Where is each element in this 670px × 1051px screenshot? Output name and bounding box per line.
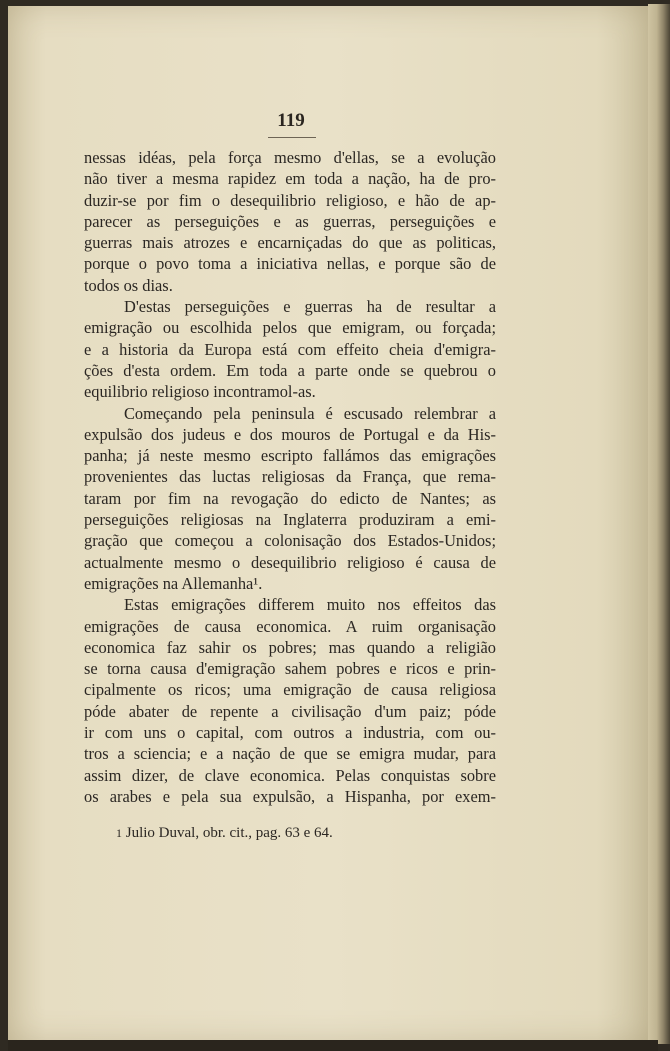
text-line: Estas emigrações differem muito nos effeitos das	[124, 595, 496, 615]
text-line: ir com uns o capital, com outros a industria, com ou-	[84, 723, 496, 743]
text-line: emigrações de causa economica. A ruim organisação	[84, 616, 496, 636]
footnote-text: Julio Duval, obr. cit., pag. 63 e 64.	[122, 825, 333, 841]
page-number-rule	[268, 137, 316, 138]
text-line: parecer as perseguições e as guerras, perseguições e	[84, 211, 496, 231]
page-number: 119	[277, 110, 305, 131]
text-line: tros a sciencia; e a nação de que se emigra mudar, para	[84, 744, 496, 764]
text-line: gração que começou a colonisação dos Estados-Unidos;	[84, 531, 496, 551]
text-line: ções d'esta ordem. Em toda a parte onde se quebrou o	[84, 360, 496, 380]
text-line: póde abater de repente a civilisação d'um paiz; póde	[84, 701, 496, 721]
text-line: duzir-se por fim o desequilibrio religioso, e hão de ap-	[84, 190, 496, 210]
page-edge	[648, 4, 670, 1044]
text-line: panha; já neste mesmo escripto fallámos das emigrações	[84, 446, 496, 466]
text-line: os arabes e pela sua expulsão, a Hispanha, por exem-	[84, 786, 496, 806]
text-line: economica faz sahir os pobres; mas quando a religião	[84, 637, 496, 657]
text-line: D'estas perseguições e guerras ha de resultar a	[124, 297, 496, 317]
scan-bottom-border	[8, 1040, 658, 1051]
text-line: taram por fim na revogação do edicto de Nantes; as	[84, 488, 496, 508]
text-line: Começando pela peninsula é escusado relembrar a	[124, 403, 496, 423]
text-line: se torna causa d'emigração sahem pobres e ricos e prin-	[84, 659, 496, 679]
text-line: todos os dias.	[84, 275, 173, 295]
text-line: equilibrio religioso incontramol-as.	[84, 382, 316, 402]
text-line: e a historia da Europa está com effeito cheia d'emigra-	[84, 339, 496, 359]
footnote	[116, 825, 496, 842]
text-line: guerras mais atrozes e encarniçadas do que as politicas,	[84, 233, 496, 253]
footnote-mark: 1	[116, 826, 122, 840]
text-line: porque o povo toma a iniciativa nellas, e porque são de	[84, 254, 496, 274]
text-line: nessas idéas, pela força mesmo d'ellas, se a evolução	[84, 148, 496, 167]
text-line: actualmente mesmo o desequilibrio religioso é causa de	[84, 552, 496, 572]
text-line: assim dizer, de clave economica. Pelas conquistas sobre	[84, 765, 496, 785]
text-line: provenientes das luctas religiosas da França, que rema-	[84, 467, 496, 487]
text-line: cipalmente os ricos; uma emigração de causa religiosa	[84, 680, 496, 700]
text-line: emigração ou escolhida pelos que emigram, ou forçada;	[84, 318, 496, 338]
body-text	[84, 147, 496, 807]
text-line: perseguições religiosas na Inglaterra produziram a emi-	[84, 510, 496, 530]
text-line: expulsão dos judeus e dos mouros de Portugal e da His-	[84, 424, 496, 444]
text-line: não tiver a mesma rapidez em toda a nação, ha de pro-	[84, 169, 496, 189]
text-line: emigrações na Allemanha¹.	[84, 573, 263, 593]
